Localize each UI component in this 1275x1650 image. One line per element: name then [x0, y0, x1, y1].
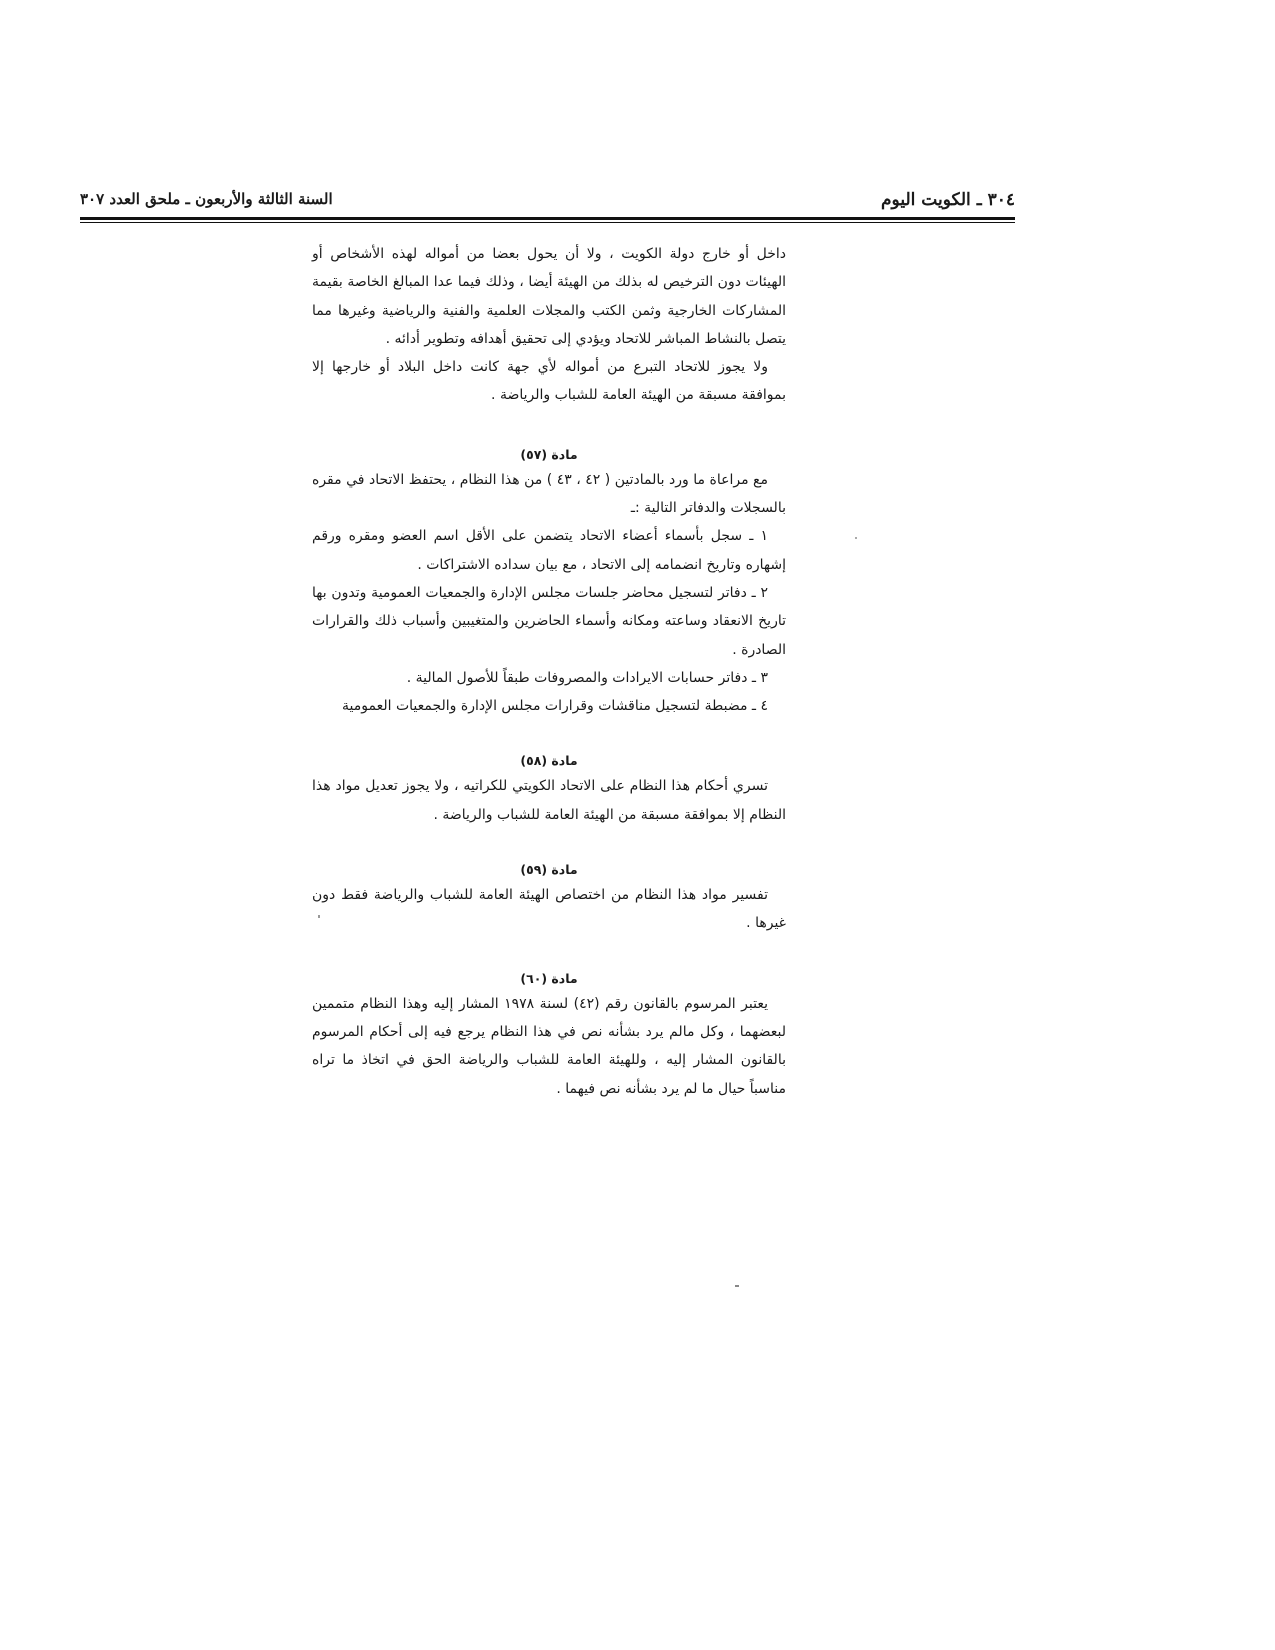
header-rule-thick [80, 217, 1015, 220]
article-58-title: مادة (٥٨) [520, 753, 578, 769]
text-column [312, 240, 786, 1103]
scan-speck [318, 915, 320, 918]
page-header [80, 190, 1015, 214]
article-57-intro: مع مراعاة ما ورد بالمادتين ( ٤٢ ، ٤٣ ) من هذا النظام ، يحتفظ الاتحاد في مقره بالسجلات والدفاتر التالية :ـ [312, 471, 786, 517]
article-57-item-3: ٣ ـ دفاتر حسابات الايرادات والمصروفات طبقاً للأصول المالية . [406, 669, 768, 686]
header-rule-thin [80, 222, 1015, 223]
intro-paragraph-2: ولا يجوز للاتحاد التبرع من أمواله لأي جهة كانت داخل البلاد أو خارجها إلا بموافقة مسبقة من الهيئة العامة للشباب والرياضة . [312, 359, 786, 404]
article-59-text: تفسير مواد هذا النظام من اختصاص الهيئة العامة للشباب والرياضة فقط دون غيرها . [312, 887, 786, 932]
scan-speck [855, 537, 857, 539]
article-57-item-1: ١ ـ سجل بأسماء أعضاء الاتحاد يتضمن على الأقل اسم العضو ومقره ورقم إشهاره وتاريخ انضمامه إلى الاتحاد ، مع بيان سداده الاشتراكات . [312, 528, 786, 573]
article-59-title: مادة (٥٩) [520, 862, 578, 878]
article-57-item-4: ٤ ـ مضبطة لتسجيل مناقشات وقرارات مجلس الإدارة والجمعيات العمومية [342, 698, 768, 715]
page-number-and-publication: ٣٠٤ ـ الكويت اليوم [881, 190, 1015, 210]
article-57-item-2: ٢ ـ دفاتر لتسجيل محاضر جلسات مجلس الإدارة والجمعيات العمومية وتدون بها تاريخ الانعقاد وساعته ومكانه وأسماء الحاضرين والمتغيبين وأسباب ذلك والقرارات الصادرة . [312, 584, 786, 658]
article-58-text: تسري أحكام هذا النظام على الاتحاد الكويتي للكراتيه ، ولا يجوز تعديل مواد هذا النظام إلا بموافقة مسبقة من الهيئة العامة للشباب والرياضة . [312, 778, 786, 823]
scan-speck [735, 1285, 739, 1287]
intro-paragraph: داخل أو خارج دولة الكويت ، ولا أن يحول بعضا من أمواله لهذه الأشخاص أو الهيئات دون الترخيص له بذلك من الهيئة أيضا ، وذلك فيما عدا المبالغ الخاصة بقيمة المشاركات الخارجية وثمن الكتب والمجلات العلمية والفنية والرياضية وغيرها مما يتصل بالنشاط المباشر للاتحاد ويؤدي إلى تحقيق أهدافه وتطوير أدائه . [312, 246, 786, 347]
issue-info: السنة الثالثة والأربعون ـ ملحق العدد ٣٠٧ [80, 190, 333, 208]
article-60-text: يعتبر المرسوم بالقانون رقم (٤٢) لسنة ١٩٧٨ المشار إليه وهذا النظام متممين لبعضهما ، وكل مالم يرد بشأنه نص في هذا النظام يرجع فيه إلى أحكام المرسوم بالقانون المشار إليه ، وللهيئة العامة للشباب والرياضة الحق في اتخاذ ما تراه مناسباً حيال ما لم يرد بشأنه نص فيهما . [312, 995, 786, 1097]
article-60-title: مادة (٦٠) [520, 970, 578, 986]
article-57-title: مادة (٥٧) [520, 446, 578, 462]
